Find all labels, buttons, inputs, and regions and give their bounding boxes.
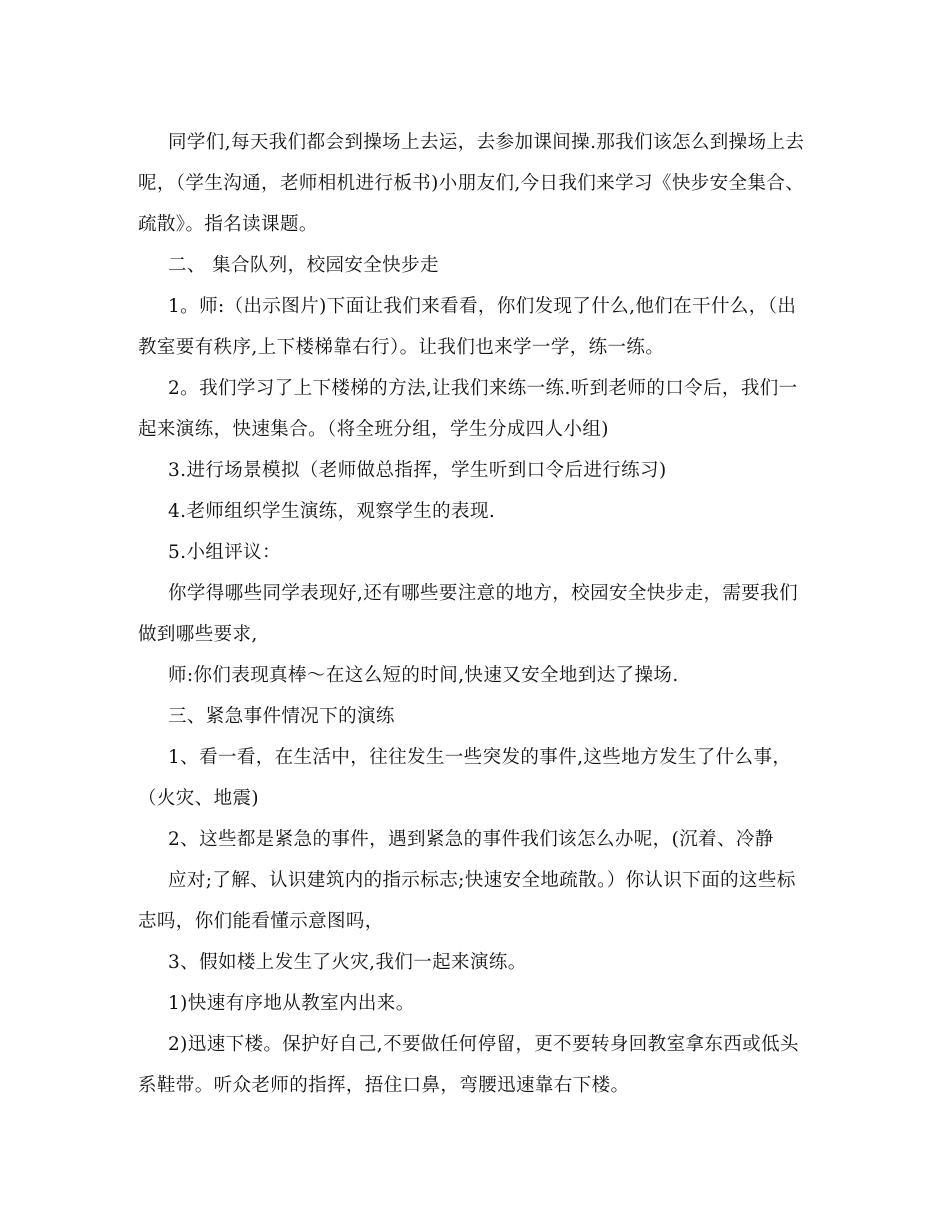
section-heading: 二、 集合队列，校园安全快步走 (168, 255, 439, 276)
paragraph-line: 教室要有秩序,上下楼梯靠右行）。让我们也来学一学，练一练。 (138, 337, 665, 358)
paragraph-line: 师:你们表现真棒～在这么短的时间,快速又安全地到达了操场. (168, 665, 679, 686)
paragraph-line: 3.进行场景模拟（老师做总指挥，学生听到口令后进行练习) (168, 460, 667, 481)
paragraph-line: 同学们,每天我们都会到操场上去运，去参加课间操.那我们该怎么到操场上去 (168, 132, 805, 153)
paragraph-line: 5.小组评议： (168, 542, 281, 563)
section-heading: 三、紧急事件情况下的演练 (168, 706, 395, 727)
paragraph-line: 1)快速有序地从教室内出来。 (168, 993, 415, 1014)
paragraph-line: 系鞋带。听众老师的指挥，捂住口鼻，弯腰迅速靠右下楼。 (138, 1075, 630, 1096)
paragraph-line: 呢，（学生沟通，老师相机进行板书)小朋友们,今日我们来学习《快步安全集合、 (138, 173, 805, 194)
paragraph-line: 你学得哪些同学表现好,还有哪些要注意的地方，校园安全快步走，需要我们 (168, 583, 798, 604)
paragraph-line: 3、假如楼上发生了火灾,我们一起来演练。 (168, 952, 527, 973)
paragraph-line: 2)迅速下楼。保护好自己,不要做任何停留，更不要转身回教室拿东西或低头 (168, 1034, 799, 1055)
paragraph-line: 1、看一看，在生活中，往往发生一些突发的事件,这些地方发生了什么事， (168, 747, 792, 768)
paragraph-line: （火灾、地震) (138, 788, 260, 809)
paragraph-line: 2。我们学习了上下楼梯的方法,让我们来练一练.听到老师的口令后，我们一 (168, 378, 798, 399)
paragraph-line: 4.老师组织学生演练，观察学生的表现. (168, 501, 496, 522)
paragraph-line: 起来演练，快速集合。（将全班分组，学生分成四人小组) (138, 419, 609, 440)
paragraph-line: 1。师:（出示图片)下面让我们来看看，你们发现了什么,他们在干什么，（出 (168, 296, 797, 317)
paragraph-line: 疏散》。指名读课题。 (138, 214, 318, 235)
paragraph-line: 志吗，你们能看懂示意图吗， (138, 911, 384, 932)
paragraph-line: 做到哪些要求, (138, 624, 258, 645)
paragraph-line: 2、这些都是紧急的事件，遇到紧急的事件我们该怎么办呢，(沉着、冷静 (168, 829, 774, 850)
paragraph-line: 应对;了解、认识建筑内的指示标志;快速安全地疏散。）你认识下面的这些标 (168, 870, 796, 891)
